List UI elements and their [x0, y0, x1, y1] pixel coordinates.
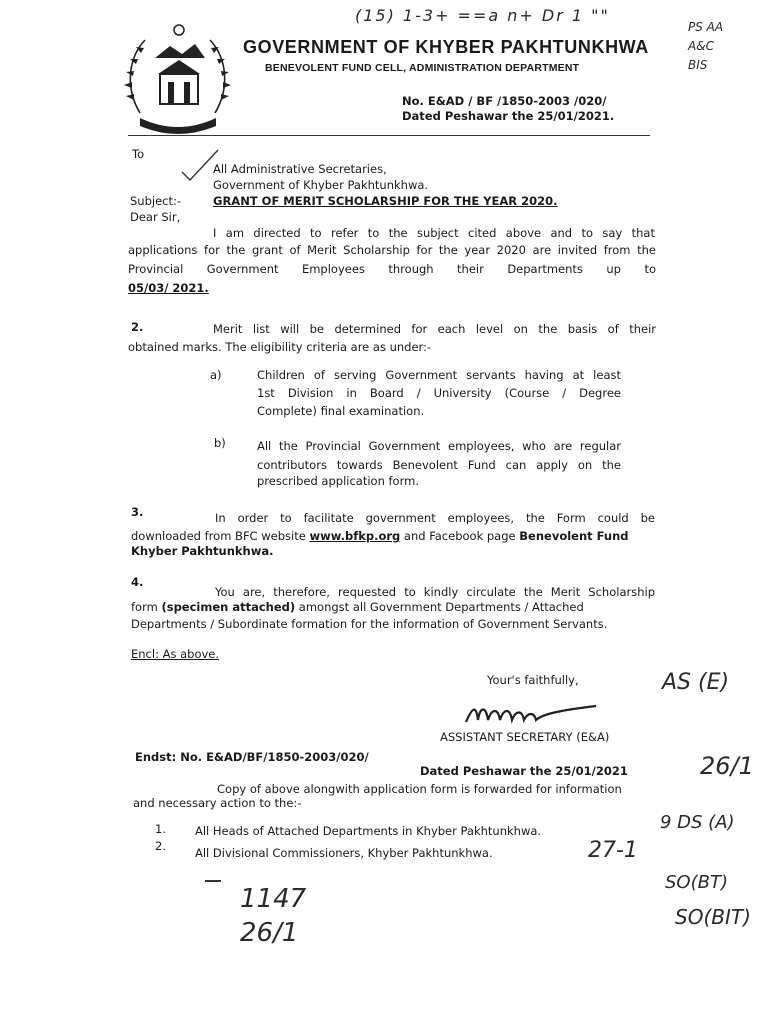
paragraph-1-line-1: I am directed to refer to the subject cited above and to say that — [213, 226, 655, 240]
criteria-a-label: a) — [210, 368, 222, 382]
endorsement-number: Endst: No. E&AD/BF/1850-2003/020/ — [135, 750, 369, 764]
to-label: To — [132, 147, 145, 161]
header-subtitle: BENEVOLENT FUND CELL, ADMINISTRATION DEPARTMENT — [265, 62, 580, 74]
criteria-b-label: b) — [214, 436, 226, 450]
criteria-b-line-3: prescribed application form. — [257, 474, 419, 488]
enclosure: Encl: As above. — [131, 647, 220, 661]
handwritten-top-right-note: PS AA A&C BIS — [688, 20, 724, 72]
facebook-page-name: Benevolent Fund — [519, 529, 629, 543]
paragraph-1-line-2: applications for the grant of Merit Scholarship for the year 2020 are invited from the — [128, 243, 656, 257]
endorsement-date: Dated Peshawar the 25/01/2021 — [420, 764, 628, 778]
handwritten-initials-note: AS (E) — [662, 670, 730, 695]
handwritten-so-note-2: SO(BIT) — [675, 905, 751, 929]
handwritten-number: 1147 — [240, 884, 307, 914]
paragraph-4-line-1: You are, therefore, requested to kindly circulate the Merit Scholarship — [215, 585, 655, 599]
criteria-b-line-2: contributors towards Benevolent Fund can apply on the — [257, 458, 621, 472]
distribution-item-1-number: 1. — [155, 822, 166, 836]
handwritten-right-note: 9 DS (A) — [660, 812, 735, 833]
paragraph-4-line-3: Departments / Subordinate formation for the information of Government Servants. — [131, 617, 608, 631]
reference-number: No. E&AD / BF /1850-2003 /020/ — [402, 94, 607, 108]
dash-mark — [205, 880, 221, 882]
handwritten-date: 26/1 — [240, 918, 299, 948]
reference-date: Dated Peshawar the 25/01/2021. — [402, 109, 615, 123]
paragraph-1-line-3: Provincial Government Employees through their Departments up to — [128, 262, 656, 276]
paragraph-4-text-b: amongst all Government Departments / Attached — [295, 600, 584, 614]
handwritten-top-note: (15) 1-3+ ==a n+ Dr 1 "" — [355, 6, 610, 25]
header-divider — [128, 135, 650, 136]
paragraph-2-line-1: Merit list will be determined for each level on the basis of their — [213, 322, 656, 336]
handwritten-date-note: 26/1 — [700, 752, 754, 780]
criteria-b-line-1: All the Provincial Government employees, who are regular — [257, 439, 621, 453]
paragraph-4-text-a: form — [131, 600, 162, 614]
government-emblem-logo — [120, 18, 235, 138]
paragraph-2-line-2: obtained marks. The eligibility criteria are as under:- — [128, 340, 432, 354]
addressee-line-1: All Administrative Secretaries, — [213, 162, 387, 176]
endorsement-line-1: Copy of above alongwith application form is forwarded for information — [217, 782, 622, 796]
subject-label: Subject:- — [130, 194, 182, 208]
paragraph-3-text-a: downloaded from BFC website — [131, 529, 310, 543]
distribution-item-1: All Heads of Attached Departments in Khyber Pakhtunkhwa. — [195, 824, 542, 838]
subject-text: GRANT OF MERIT SCHOLARSHIP FOR THE YEAR 2020. — [213, 194, 558, 208]
paragraph-3-line-3: Khyber Pakhtunkhwa. — [131, 544, 274, 558]
paragraph-3-number: 3. — [131, 505, 144, 519]
paragraph-3-line-1: In order to facilitate government employees, the Form could be — [215, 511, 655, 525]
paragraph-4-number: 4. — [131, 575, 144, 589]
handwritten-mid-note: 27-1 — [588, 838, 638, 863]
specimen-attached: (specimen attached) — [161, 600, 296, 614]
closing: Your's faithfully, — [487, 673, 579, 687]
criteria-a-line-3: Complete) final examination. — [257, 404, 425, 418]
paragraph-2-number: 2. — [131, 320, 144, 334]
criteria-a-line-1: Children of serving Government servants having at least — [257, 368, 621, 382]
salutation: Dear Sir, — [130, 210, 181, 224]
distribution-item-2: All Divisional Commissioners, Khyber Pakhtunkhwa. — [195, 846, 493, 860]
bfc-website-link[interactable]: www.bfkp.org — [309, 529, 401, 543]
addressee-line-2: Government of Khyber Pakhtunkhwa. — [213, 178, 429, 192]
paragraph-1-date: 05/03/ 2021. — [128, 281, 209, 295]
endorsement-line-2: and necessary action to the:- — [133, 796, 302, 810]
distribution-item-2-number: 2. — [155, 839, 166, 853]
designation: ASSISTANT SECRETARY (E&A) — [440, 730, 610, 744]
criteria-a-line-2: 1st Division in Board / University (Course / Degree — [257, 386, 621, 400]
paragraph-3-text-b: and Facebook page — [400, 529, 520, 543]
handwritten-so-note-1: SO(BT) — [665, 872, 728, 893]
header-title: GOVERNMENT OF KHYBER PAKHTUNKHWA — [243, 37, 649, 57]
